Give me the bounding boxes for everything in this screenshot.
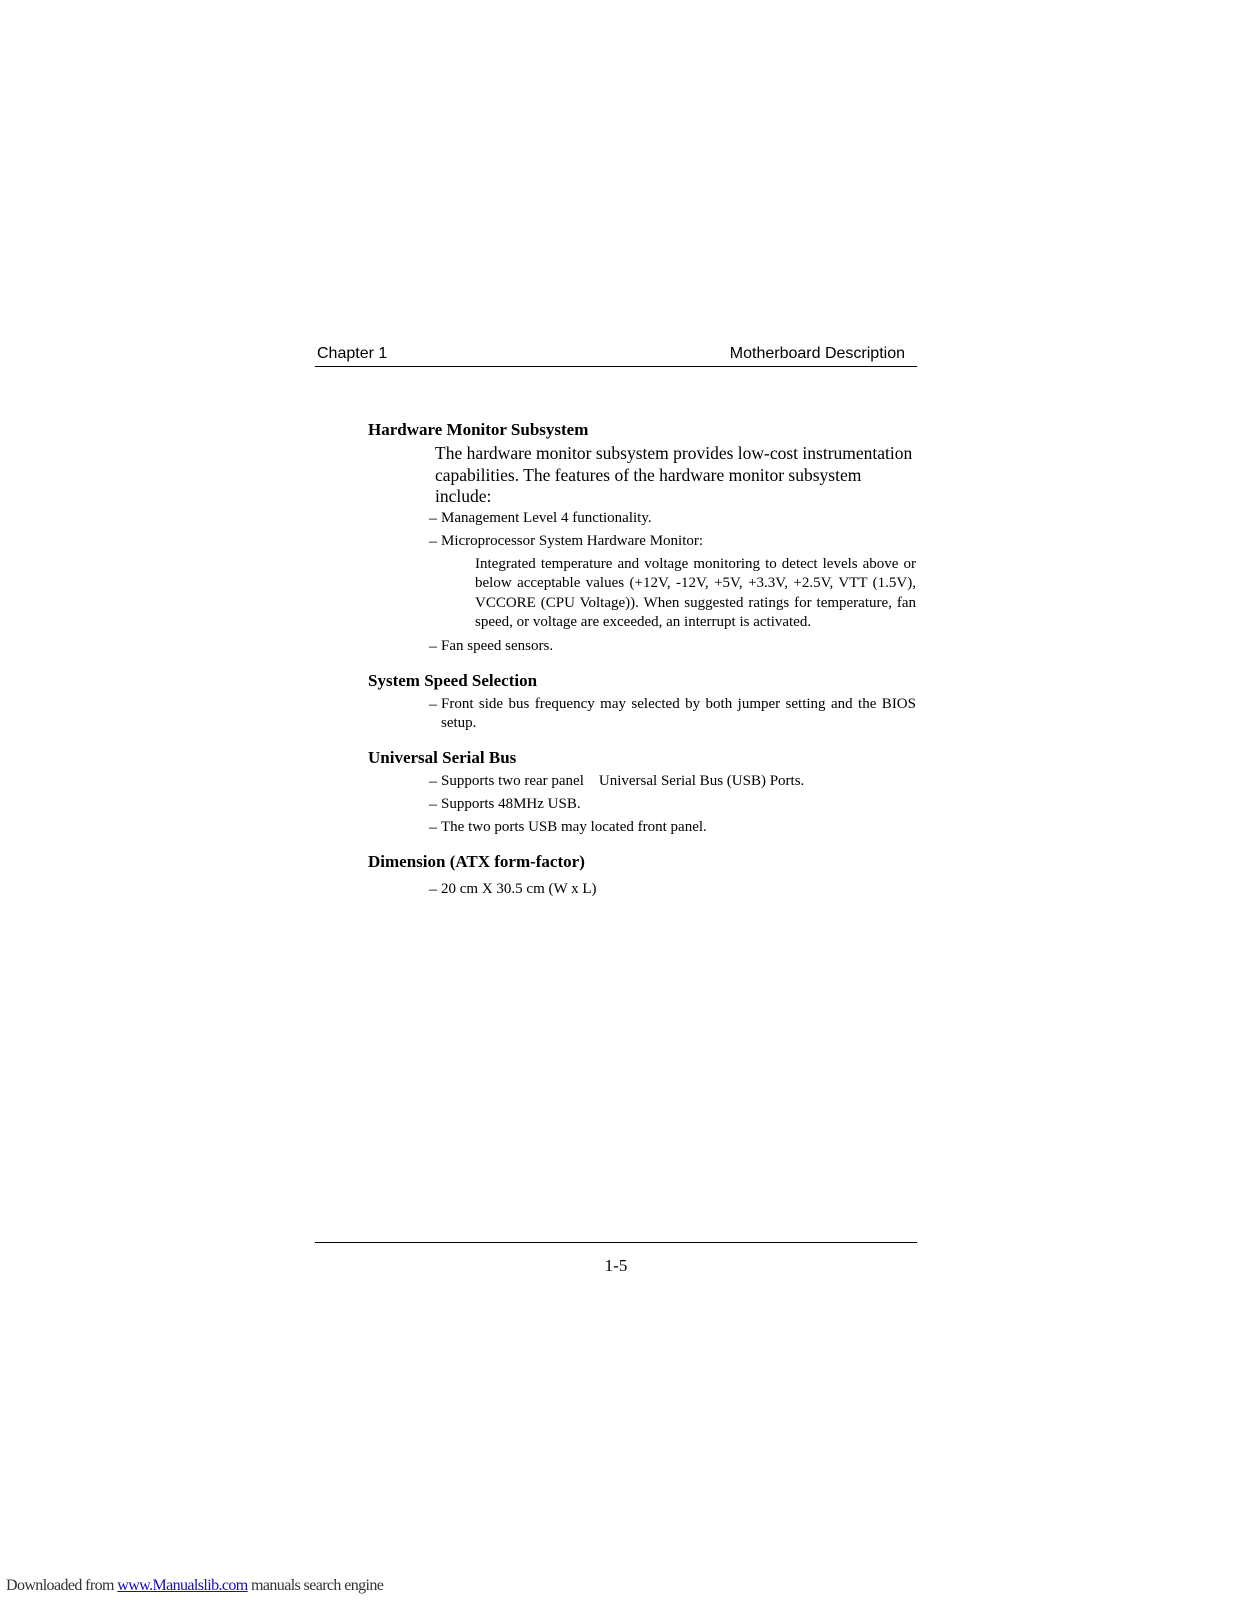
bullet-dash: – xyxy=(429,795,437,813)
manualslib-link[interactable]: www.Manualslib.com xyxy=(117,1577,248,1594)
list-item-text: Management Level 4 functionality. xyxy=(441,509,652,526)
bullet-dash: – xyxy=(429,637,437,655)
section-title: Hardware Monitor Subsystem xyxy=(368,420,589,439)
list-item-text: 20 cm X 30.5 cm (W x L) xyxy=(441,880,597,897)
list-item xyxy=(429,772,916,791)
section-title: System Speed Selection xyxy=(368,670,538,690)
chapter-title: Motherboard Description xyxy=(729,345,905,362)
section-usb xyxy=(368,747,916,837)
bullet-dash: – xyxy=(429,880,437,898)
list-item-text: The two ports USB may located front panel. xyxy=(441,818,707,835)
list-item xyxy=(429,795,916,814)
section-hardware-monitor xyxy=(368,419,916,656)
page-content xyxy=(368,419,916,913)
footer-divider xyxy=(315,1242,917,1243)
section-dimension xyxy=(368,851,916,899)
bullet-dash: – xyxy=(429,695,437,713)
list-item xyxy=(429,695,916,733)
list-item xyxy=(429,532,916,551)
download-prefix: Downloaded from xyxy=(6,1577,118,1594)
list-item-text: Fan speed sensors. xyxy=(441,637,554,654)
list-item xyxy=(429,880,916,899)
list-item-detail: Integrated temperature and voltage monitoring to detect levels above or below acceptable values (+12V, -12V, +5V, +3.3V, +2.5V, VTT (1.5V), VCCORE (CPU Voltage)). When suggested ratings for temperature, fan speed, or voltage are exceeded, an interrupt is activated. xyxy=(475,555,916,630)
list-item-text: Front side bus frequency may selected by both jumper setting and the BIOS setup. xyxy=(441,695,916,731)
section-intro: The hardware monitor subsystem provides low-cost instrumentation capabilities. The features of the hardware monitor subsystem include: xyxy=(435,443,913,506)
list-item xyxy=(429,509,916,528)
download-banner xyxy=(6,1577,383,1595)
bullet-dash: – xyxy=(429,509,437,527)
list-item xyxy=(429,637,916,656)
chapter-label: Chapter 1 xyxy=(317,345,388,362)
section-title: Dimension (ATX form-factor) xyxy=(368,851,585,871)
list-item-text: Supports 48MHz USB. xyxy=(441,795,581,812)
section-title: Universal Serial Bus xyxy=(368,747,517,767)
list-item-text: Microprocessor System Hardware Monitor: xyxy=(441,532,704,549)
page-header xyxy=(315,344,917,367)
bullet-dash: – xyxy=(429,532,437,550)
download-suffix: manuals search engine xyxy=(247,1577,384,1594)
section-system-speed xyxy=(368,670,916,733)
list-item-text: Supports two rear panel Universal Serial Bus (USB) Ports. xyxy=(441,772,805,789)
bullet-dash: – xyxy=(429,818,437,836)
list-item xyxy=(429,818,916,837)
page-number: 1-5 xyxy=(604,1256,628,1275)
bullet-dash: – xyxy=(429,772,437,790)
